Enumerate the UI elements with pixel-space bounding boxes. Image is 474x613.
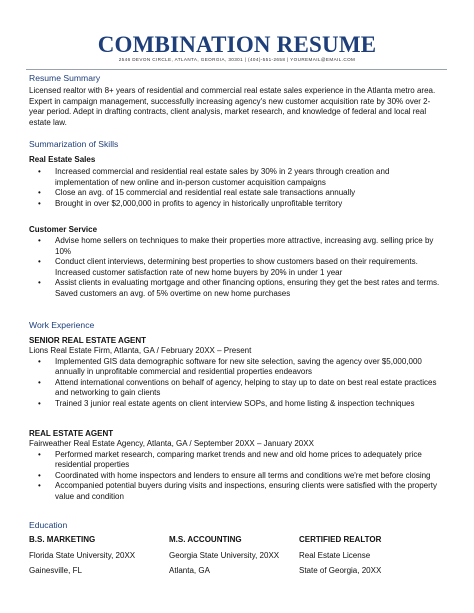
school-location: Atlanta, GA xyxy=(169,566,210,575)
bullet-icon: • xyxy=(38,257,41,267)
skill-bullet-text: Advise home sellers on techniques to make their properties more attractive, increasing avg. selling price by 10% xyxy=(55,236,434,256)
job-bullet-text: Implemented GIS data demographic software for new site selection, saving the agency over $5,000,000 annually in unprofitable commercial and residential properties endeavors xyxy=(55,356,422,377)
education-column xyxy=(29,532,169,579)
job-org: Lions Real Estate Firm, Atlanta, GA / February 20XX – Present xyxy=(29,346,252,355)
skill-bullet-text: Brought in over $2,000,000 in profits to agency in historically unprofitable territory xyxy=(55,198,343,208)
skills-section xyxy=(29,139,444,150)
job-bullet-list xyxy=(29,357,444,410)
job-bullet xyxy=(29,471,444,482)
degree-title: B.S. MARKETING xyxy=(29,535,96,544)
bullet-icon: • xyxy=(38,198,41,208)
bullet-icon: • xyxy=(38,377,41,387)
job-bullet xyxy=(29,450,444,471)
job-bullet xyxy=(29,378,444,399)
job-bullet-text: Attend international conventions on behalf of agency, helping to stay up to date on best real estate practices and networking to gain clients xyxy=(55,377,437,398)
bullet-icon: • xyxy=(38,278,41,288)
experience-heading: Work Experience xyxy=(29,320,95,330)
skill-group-title: Customer Service xyxy=(29,225,98,234)
bullet-icon: • xyxy=(38,188,41,198)
skill-bullet xyxy=(29,236,444,257)
bullet-icon: • xyxy=(38,449,41,459)
skill-bullet xyxy=(29,199,444,210)
resume-title: COMBINATION RESUME xyxy=(97,32,377,57)
skill-bullet-list xyxy=(29,236,444,300)
header-divider xyxy=(26,69,447,70)
job-bullet-text: Coordinated with home inspectors and lenders to ensure all terms and conditions we're met before closing xyxy=(55,470,431,480)
summary-text: Licensed realtor with 8+ years of residential and commercial real estate sales experience in the Atlanta metro area. Expert in campaign management, successfully increasing agency's new customer acquisition rate by 30% over 2-year period. Adept in drafting contracts, client analysis, market research, and knowledge of federal and local real estate law. xyxy=(29,86,436,127)
education-grid xyxy=(29,532,444,579)
skill-group xyxy=(29,224,444,300)
skill-bullet-text: Assist clients in evaluating mortgage and other financing options, ensuring they get the best rates and terms. Saved customers an avg. of 5% overtime on new home purchases xyxy=(55,278,440,298)
job-bullet-text: Performed market research, comparing market trends and new and old home prices to adequately price residential properties xyxy=(55,449,422,470)
bullet-icon: • xyxy=(38,236,41,245)
skill-bullet-text: Increased commercial and residential real estate sales by 30% in 2 years through creation and implementation of new online and in-person customer acquisition campaigns xyxy=(55,167,390,187)
bullet-icon: • xyxy=(38,481,41,491)
job-title: SENIOR REAL ESTATE AGENT xyxy=(29,336,147,345)
bullet-icon: • xyxy=(38,356,41,366)
education-column xyxy=(299,532,439,579)
skill-bullet xyxy=(29,278,444,299)
bullet-icon: • xyxy=(38,167,41,176)
contact-line: 2546 DEVON CIRCLE, ATLANTA, GEORGIA, 30301 | (404)-551-2658 | YOUREMAIL@EMAIL.COM xyxy=(118,57,356,62)
education-section xyxy=(29,520,444,531)
skill-bullet-text: Conduct client interviews, determining best properties to show customers based on their requirements. Increased customer satisfaction rate of new home buyers by 20% in under 1 year xyxy=(55,257,418,277)
experience-section xyxy=(29,320,444,331)
skill-bullet xyxy=(29,257,444,278)
school-name: Georgia State University, 20XX xyxy=(169,550,280,560)
skill-bullet xyxy=(29,167,444,188)
job-entry xyxy=(29,428,444,503)
job-bullet xyxy=(29,357,444,378)
job-bullet xyxy=(29,481,444,502)
skill-group-title: Real Estate Sales xyxy=(29,155,96,164)
job-title: REAL ESTATE AGENT xyxy=(29,429,114,438)
job-bullet-text: Accompanied potential buyers during visits and inspections, ensuring clients were satisfied with the property value and condition xyxy=(55,481,437,501)
education-heading: Education xyxy=(29,520,68,530)
school-name: Real Estate License xyxy=(299,550,371,560)
skills-heading: Summarization of Skills xyxy=(29,139,119,149)
bullet-icon: • xyxy=(38,398,41,408)
skill-bullet-text: Close an avg. of 15 commercial and residential real estate sale transactions annually xyxy=(55,188,356,198)
summary-section xyxy=(29,73,444,128)
degree-title: M.S. ACCOUNTING xyxy=(169,535,242,544)
education-column xyxy=(169,532,299,579)
school-location: Gainesville, FL xyxy=(29,566,82,575)
job-org: Fairweather Real Estate Agency, Atlanta, GA / September 20XX – January 20XX xyxy=(29,439,314,448)
degree-title: CERTIFIED REALTOR xyxy=(299,535,382,544)
school-name: Florida State University, 20XX xyxy=(29,550,136,560)
skill-bullet xyxy=(29,188,444,199)
skill-group xyxy=(29,154,444,209)
bullet-icon: • xyxy=(38,470,41,480)
job-entry xyxy=(29,335,444,410)
job-bullet xyxy=(29,399,444,410)
job-bullet-text: Trained 3 junior real estate agents on client interview SOPs, and home listing & inspection techniques xyxy=(55,398,415,408)
school-location: State of Georgia, 20XX xyxy=(299,566,382,575)
job-bullet-list xyxy=(29,450,444,503)
summary-heading: Resume Summary xyxy=(29,73,101,83)
skill-bullet-list xyxy=(29,167,444,209)
education-columns xyxy=(29,532,444,579)
